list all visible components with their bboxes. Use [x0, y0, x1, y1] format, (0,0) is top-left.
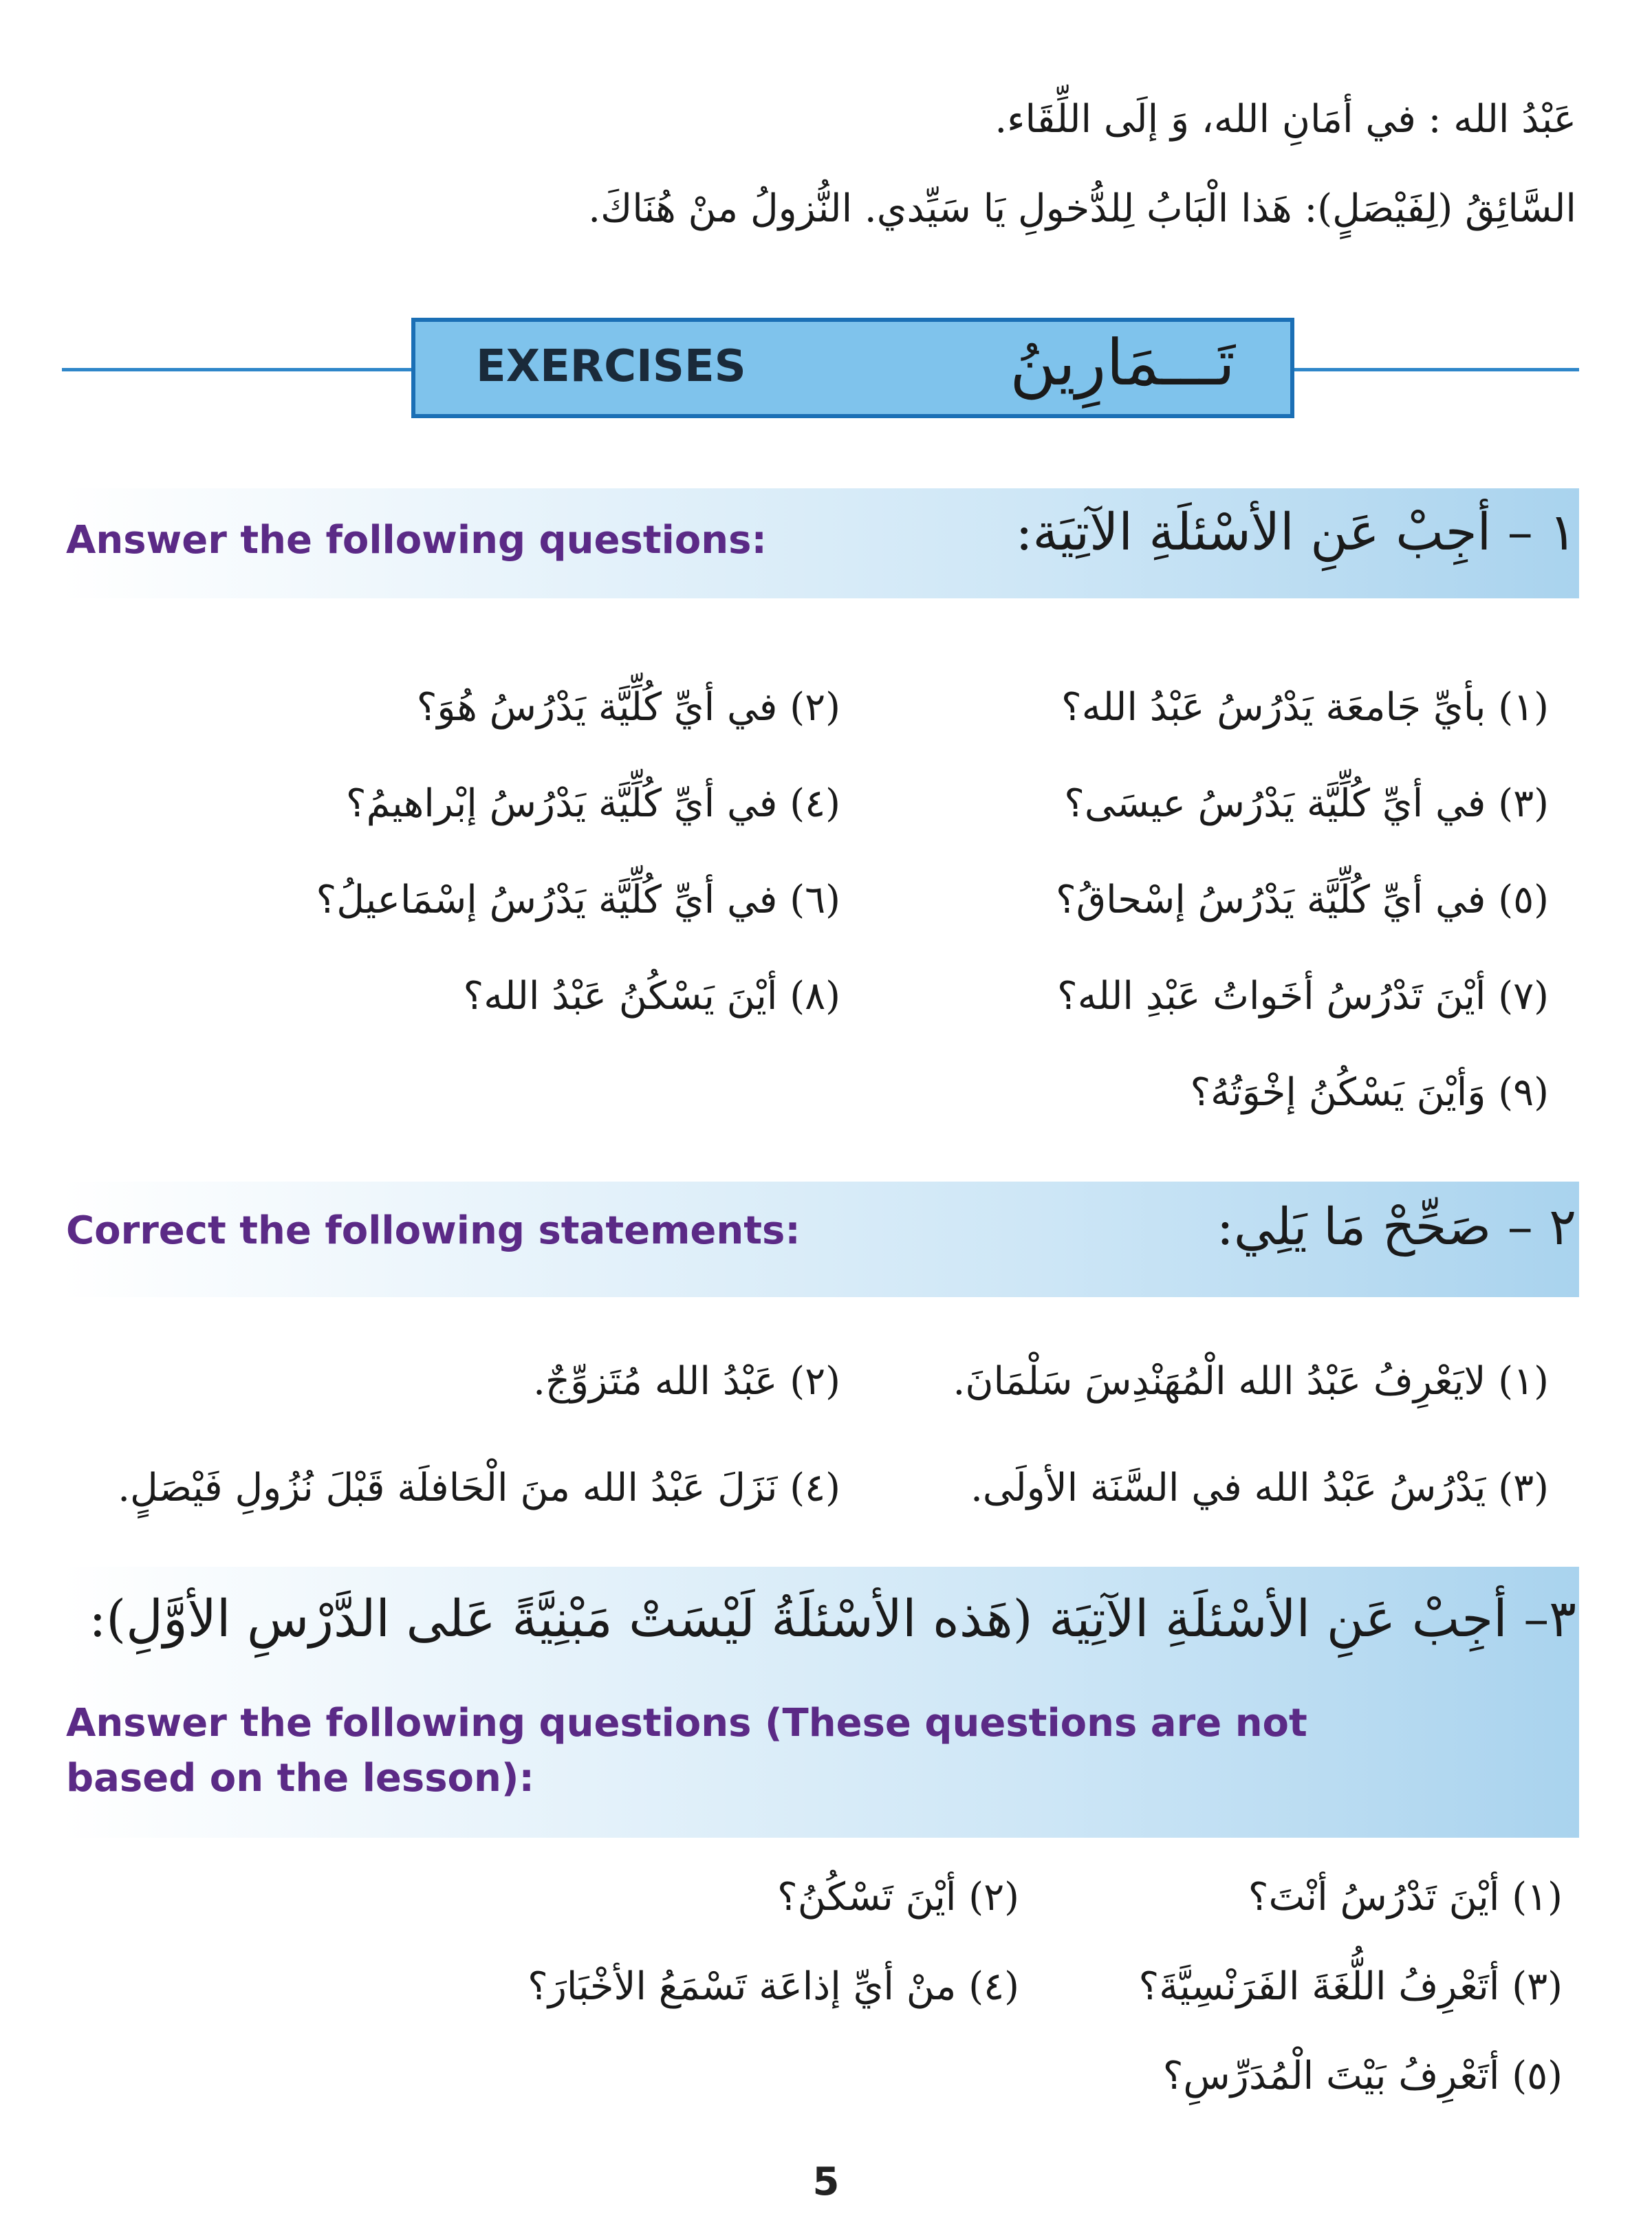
section-3-title-ar: ٣– أجِبْ عَنِ الأسْئلَةِ الآتِيَة (هَذه الأسْئلَةُ لَيْسَتْ مَبْنِيَّةً عَلى الدَّرْسِ الأوَّلِ):	[89, 1589, 1576, 1649]
s2-item-4: (٤) نَزَلَ عَبْدُ الله منَ الْحَافلَة قَبْلَ نُزُولِ فَيْصَلٍ.	[118, 1466, 840, 1510]
section-2-title-ar: ٢ – صَحِّحْ مَا يَلِي:	[1216, 1197, 1576, 1257]
s2-item-1: (١) لايَعْرِفُ عَبْدُ الله الْمُهَنْدِسَ سَلْمَانَ.	[953, 1359, 1549, 1404]
dialogue-line-1: عَبْدُ الله : في أمَانِ الله، وَ إلَى اللِّقَاء.	[995, 97, 1576, 142]
s3-item-1: (١) أيْنَ تَدْرُسُ أنْتَ؟	[1248, 1875, 1563, 1920]
section-3-title-en-line-1: Answer the following questions (These questions are not	[66, 1701, 1307, 1746]
exercises-header	[411, 318, 1294, 418]
s2-item-2: (٢) عَبْدُ الله مُتَزوِّجٌ.	[533, 1359, 840, 1404]
s1-item-6: (٦) في أيِّ كُلِّيَّة يَدْرُسُ إسْمَاعيلُ؟	[316, 878, 840, 922]
s3-item-2: (٢) أيْنَ تَسْكُنُ؟	[777, 1875, 1019, 1920]
s1-item-4: (٤) في أيِّ كُلِّيَّة يَدْرُسُ إبْراهيمُ؟	[345, 781, 840, 826]
section-3-title-en-line-2: based on the lesson):	[66, 1756, 534, 1801]
s3-item-3: (٣) أتَعْرِفُ اللُّغَةَ الفَرَنْسِيَّةَ؟	[1138, 1964, 1563, 2009]
dialogue-line-2: السَّائِقُ (لِفَيْصَلٍ): هَذا الْبَابُ لِلدُّخولِ يَا سَيِّدي. النُّزولُ منْ هُنَاكَ.	[588, 186, 1576, 231]
s3-item-4: (٤) منْ أيِّ إذاعَة تَسْمَعُ الأخْبَارَ؟	[528, 1964, 1019, 2009]
exercises-title-en: EXERCISES	[476, 341, 746, 392]
page-number: 5	[812, 2160, 840, 2204]
section-2-title-en: Correct the following statements:	[66, 1208, 801, 1253]
s1-item-1: (١) بأيِّ جَامعَة يَدْرُسُ عَبْدُ الله؟	[1061, 685, 1549, 730]
s3-item-5: (٥) أتَعْرِفُ بَيْتَ الْمُدَرِّسِ؟	[1162, 2054, 1563, 2098]
s1-item-8: (٨) أيْنَ يَسْكُنُ عَبْدُ الله؟	[463, 974, 840, 1019]
exercises-title-ar: تَـــمَارِينُ	[1010, 326, 1235, 400]
section-1-title-en: Answer the following questions:	[66, 518, 767, 563]
s1-item-3: (٣) في أيِّ كُلِّيَّة يَدْرُسُ عيسَى؟	[1064, 781, 1549, 826]
header-rule-left	[62, 368, 411, 371]
s2-item-3: (٣) يَدْرُسُ عَبْدُ الله في السَّنَة الأولَى.	[970, 1466, 1549, 1510]
header-rule-right	[1294, 368, 1579, 371]
s1-item-2: (٢) في أيِّ كُلِّيَّة يَدْرُسُ هُوَ؟	[416, 685, 840, 730]
s1-item-5: (٥) في أيِّ كُلِّيَّة يَدْرُسُ إسْحاقُ؟	[1056, 878, 1549, 922]
section-1-title-ar: ١ – أجِبْ عَنِ الأسْئلَةِ الآتِيَة:	[1015, 503, 1576, 562]
s1-item-9: (٩) وَأيْنَ يَسْكُنُ إخْوَتُهُ؟	[1190, 1070, 1549, 1115]
s1-item-7: (٧) أيْنَ تَدْرُسُ أخَواتُ عَبْدِ الله؟	[1057, 974, 1549, 1019]
